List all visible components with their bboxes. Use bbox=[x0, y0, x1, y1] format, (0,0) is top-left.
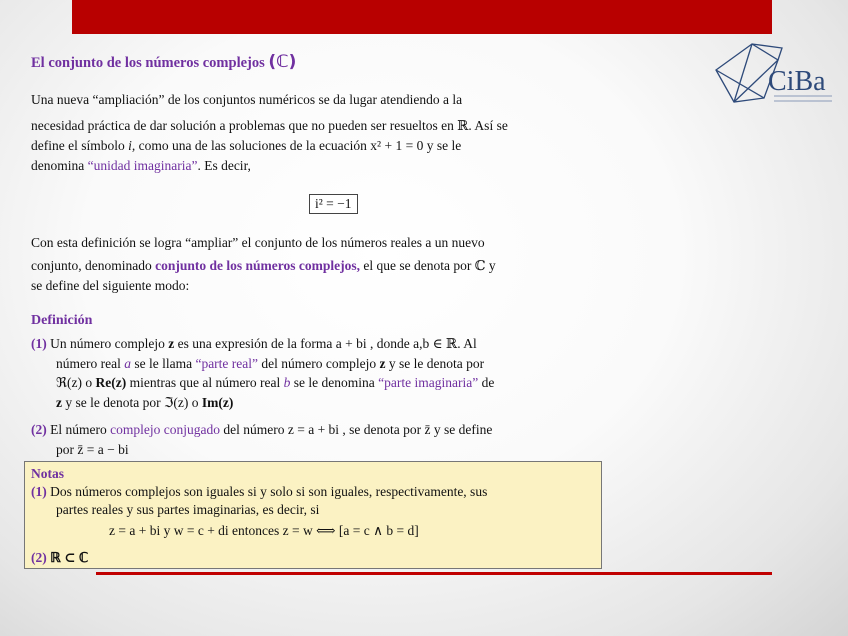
intro-line-3: define el símbolo i, como una de las soluciones de la ecuación x² + 1 = 0 y se le bbox=[31, 138, 462, 153]
definition-item-1: (1) Un número complejo z es una expresión de la forma a + bi , donde a,b ∈ ℝ. Al número real a se le llama “parte real” del número complejo z y se le denota por ℜ(z) o Re(z) mientras que al número real b se le denomina “parte imaginaria” de z y se le denota por ℑ(z) o Im(z) bbox=[31, 336, 495, 410]
boxed-equation: i² = −1 bbox=[309, 194, 358, 214]
extension-line-3: se define del siguiente modo: bbox=[31, 278, 190, 293]
svg-text:CiBa: CiBa bbox=[768, 66, 826, 97]
bottom-red-rule bbox=[96, 572, 772, 575]
notes-heading: Notas bbox=[31, 466, 64, 481]
title-text: El conjunto de los números complejos bbox=[31, 55, 265, 71]
note-1-equation: z = a + bi y w = c + di entonces z = w ⟺ [a = c ∧ b = d] bbox=[109, 523, 419, 538]
intro-line-1: Una nueva “ampliación” de los conjuntos numéricos se da lugar atendiendo a la bbox=[31, 92, 463, 107]
intro-line-4: denomina “unidad imaginaria”. Es decir, bbox=[31, 158, 251, 173]
extension-paragraph bbox=[31, 233, 596, 296]
ciba-logo bbox=[712, 40, 838, 120]
note-1-line-2: partes reales y sus partes imaginarias, es decir, si bbox=[56, 502, 320, 517]
note-1: (1) Dos números complejos son iguales si y solo si son iguales, respectivamente, sus bbox=[31, 484, 488, 499]
top-red-bar bbox=[72, 0, 772, 34]
note-2: (2) ℝ ⊂ ℂ bbox=[31, 550, 89, 565]
complex-set-symbol: (ℂ) bbox=[268, 52, 297, 72]
extension-line-1: Con esta definición se logra “ampliar” el conjunto de los números reales a un nuevo bbox=[31, 235, 485, 250]
complex-set-term: conjunto de los números complejos, bbox=[155, 258, 360, 273]
page-title bbox=[31, 52, 296, 72]
extension-line-2: conjunto, denominado conjunto de los números complejos, el que se denota por ℂ y bbox=[31, 258, 496, 273]
conjugate-term: complejo conjugado bbox=[110, 422, 220, 437]
intro-paragraph bbox=[31, 90, 596, 176]
imaginary-unit-term: “unidad imaginaria” bbox=[87, 158, 198, 173]
definition-item-2: (2) El número complejo conjugado del número z = a + bi , se denota por z̄ y se define por z̄ = a − bi bbox=[31, 422, 493, 457]
notes-box bbox=[24, 461, 602, 569]
intro-line-2: necesidad práctica de dar solución a problemas que no pueden ser resueltos en ℝ. Así se bbox=[31, 118, 508, 133]
definition-heading: Definición bbox=[31, 313, 93, 328]
